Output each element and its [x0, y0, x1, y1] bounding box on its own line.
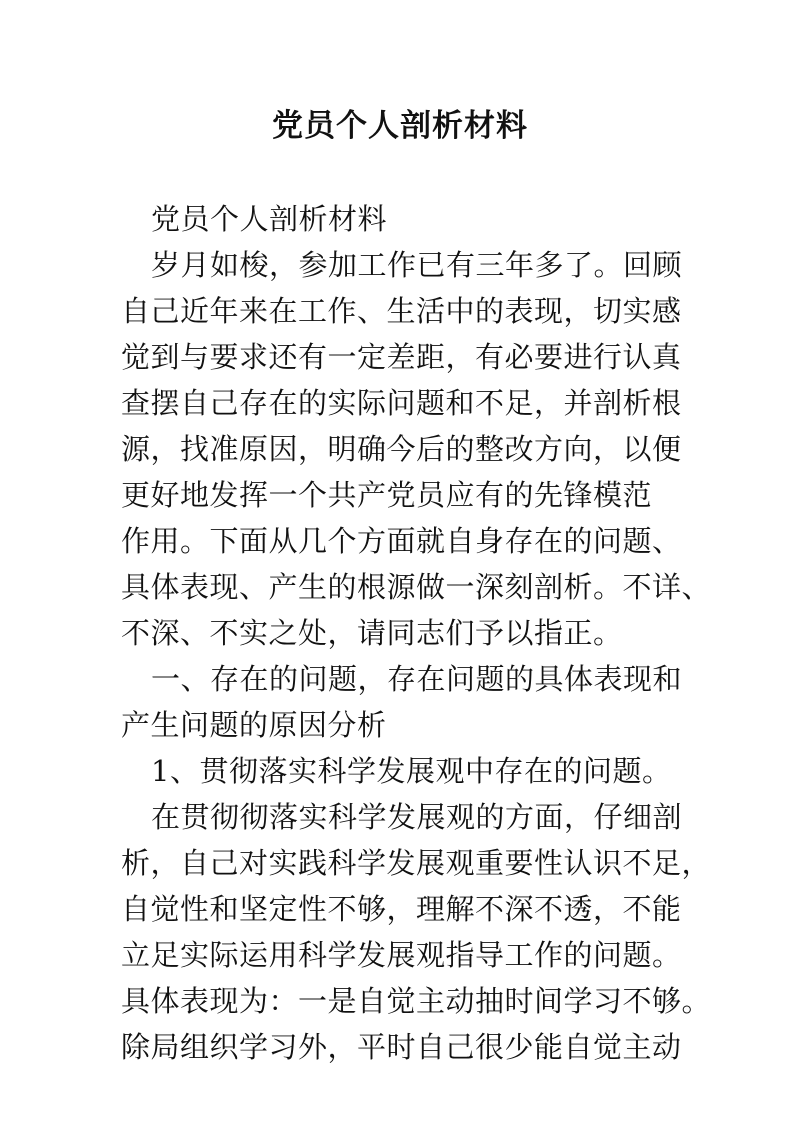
paragraph-line: 立足实际运用科学发展观指导工作的问题。	[121, 938, 682, 972]
paragraph-line: 除局组织学习外，平时自己很少能自觉主动	[121, 1030, 682, 1064]
paragraph-line: 岁月如梭，参加工作已有三年多了。回顾	[151, 248, 683, 282]
paragraph-line: 具体表现为：一是自觉主动抽时间学习不够。	[121, 984, 712, 1018]
paragraph-line: 更好地发挥一个共产党员应有的先锋模范	[121, 478, 653, 512]
paragraph-line: 自己近年来在工作、生活中的表现，切实感	[121, 294, 682, 328]
paragraph-line: 具体表现、产生的根源做一深刻剖析。不详、	[121, 570, 712, 604]
paragraph-line: 查摆自己存在的实际问题和不足，并剖析根	[121, 386, 682, 420]
subsection-heading-line: 1、贯彻落实科学发展观中存在的问题。	[151, 754, 672, 788]
paragraph-line: 析，自己对实践科学发展观重要性认识不足，	[121, 846, 712, 880]
paragraph-line: 在贯彻彻落实科学发展观的方面，仔细剖	[151, 800, 683, 834]
paragraph-line: 觉到与要求还有一定差距，有必要进行认真	[121, 340, 682, 374]
document-title: 党员个人剖析材料	[272, 108, 528, 144]
paragraph-line: 自觉性和坚定性不够，理解不深不透，不能	[121, 892, 682, 926]
paragraph-line: 源，找准原因，明确今后的整改方向，以便	[121, 432, 682, 466]
section-heading-line: 产生问题的原因分析	[121, 708, 387, 742]
section-heading-line: 一、存在的问题，存在问题的具体表现和	[151, 662, 683, 696]
paragraph-line: 作用。下面从几个方面就自身存在的问题、	[121, 524, 682, 558]
paragraph-line: 党员个人剖析材料	[151, 202, 388, 236]
paragraph-line: 不深、不实之处，请同志们予以指正。	[121, 616, 623, 650]
